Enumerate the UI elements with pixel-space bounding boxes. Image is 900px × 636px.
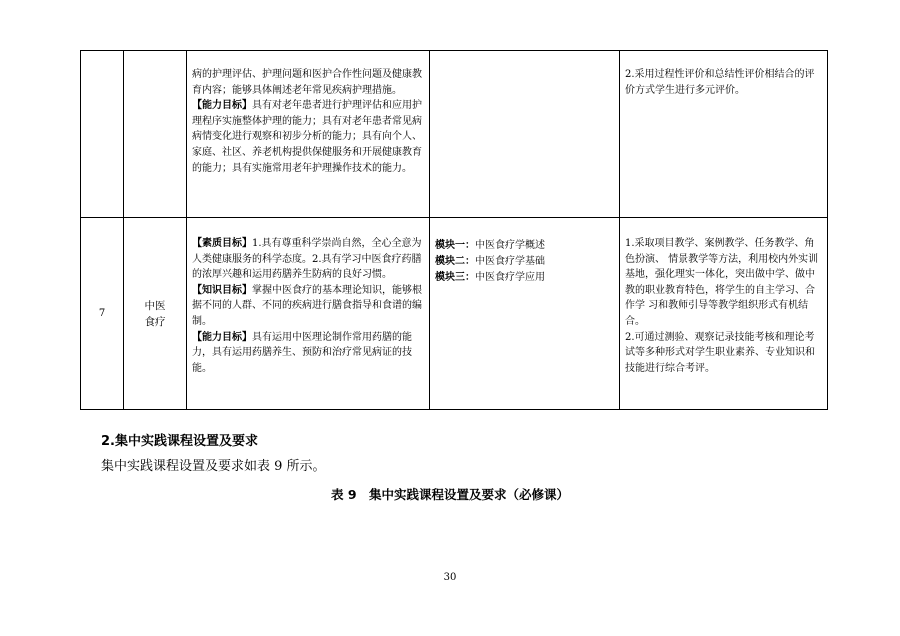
method-paragraph: 1.采取项目教学、案例教学、任务教学、角色扮演、 情景教学等方法，利用校内外实训基地，强化理实一体化，突出做中学、做中教的职业教育特色，将学生的自主学习、合作学 习和教师引导等教学组织形式有机结合。: [625, 238, 819, 327]
course-name: 中医食疗: [144, 299, 166, 328]
index-cell: [81, 51, 124, 218]
module-item: [435, 238, 615, 254]
methods-cell: [620, 51, 828, 218]
module-item: [435, 270, 615, 286]
goal-text: 具有运用中医理论制作常用药膳的能力，具有运用药膳养生、预防和治疗常见病证的技能。: [192, 331, 412, 374]
module-key: 模块二：: [435, 256, 475, 267]
module-value: 中医食疗学概述: [475, 240, 545, 251]
goal-text: 具有对老年患者进行护理评估和应用护理程序实施整体护理的能力；具有对老年患者常见病病情变化进行观察和初步分析的能力；具有向个人、家庭、社区、养老机构提供保健服务和开展健康教育的能力；具有实施常用老年护理操作技术的能力。: [192, 100, 422, 174]
page-number: 30: [443, 572, 457, 583]
module-key: 模块一：: [435, 240, 475, 251]
goal-tag: 【能力目标】: [192, 331, 252, 343]
methods-cell: [620, 218, 828, 410]
goal-paragraph: [192, 67, 425, 98]
index-cell: 7: [81, 218, 124, 410]
goal-tag: 【素质目标】: [192, 238, 252, 249]
method-paragraph: 2.采用过程性评价和总结性评价相结合的评价方式学生进行多元评价。: [625, 69, 815, 96]
table-caption: 表 9 集中实践课程设置及要求（必修课）: [330, 487, 570, 502]
modules-cell: [430, 218, 620, 410]
goal-paragraph: [192, 330, 425, 377]
course-name-cell: [124, 218, 187, 410]
module-key: 模块三：: [435, 272, 475, 283]
goal-text: 病的护理评估、护理问题和医护合作性问题及健康教育内容；能够具体阐述老年常见疾病护理措施。: [192, 69, 422, 96]
goal-paragraph: [192, 283, 425, 330]
goal-text: 掌握中医食疗的基本理论知识，能够根据不同的人群、不同的疾病进行膳食指导和食谱的编制。: [192, 284, 422, 327]
goal-tag: 【知识目标】: [192, 284, 252, 296]
module-value: 中医食疗学应用: [475, 272, 545, 283]
table-row: [81, 51, 828, 218]
goal-paragraph: [192, 98, 425, 176]
section-paragraph: 集中实践课程设置及要求如表 9 所示。: [101, 459, 326, 474]
modules-cell: [430, 51, 620, 218]
course-table: [80, 50, 828, 410]
goal-paragraph: [192, 236, 425, 283]
module-value: 中医食疗学基础: [475, 256, 545, 267]
table-row: [81, 218, 828, 410]
module-item: [435, 254, 615, 270]
method-paragraph: 2.可通过测验、观察记录技能考核和理论考试等多种形式对学生职业素养、专业知识和技能进行综合考评。: [625, 331, 815, 374]
section-heading: 2.集中实践课程设置及要求: [101, 434, 258, 449]
goal-text: 1.具有尊重科学崇尚自然，全心全意为人类健康服务的科学态度。2.具有学习中医食疗药膳的浓厚兴趣和运用药膳养生防病的良好习惯。: [192, 238, 422, 281]
goals-cell: [187, 218, 430, 410]
course-name-cell: [124, 51, 187, 218]
goal-tag: 【能力目标】: [192, 100, 252, 112]
goals-cell: [187, 51, 430, 218]
